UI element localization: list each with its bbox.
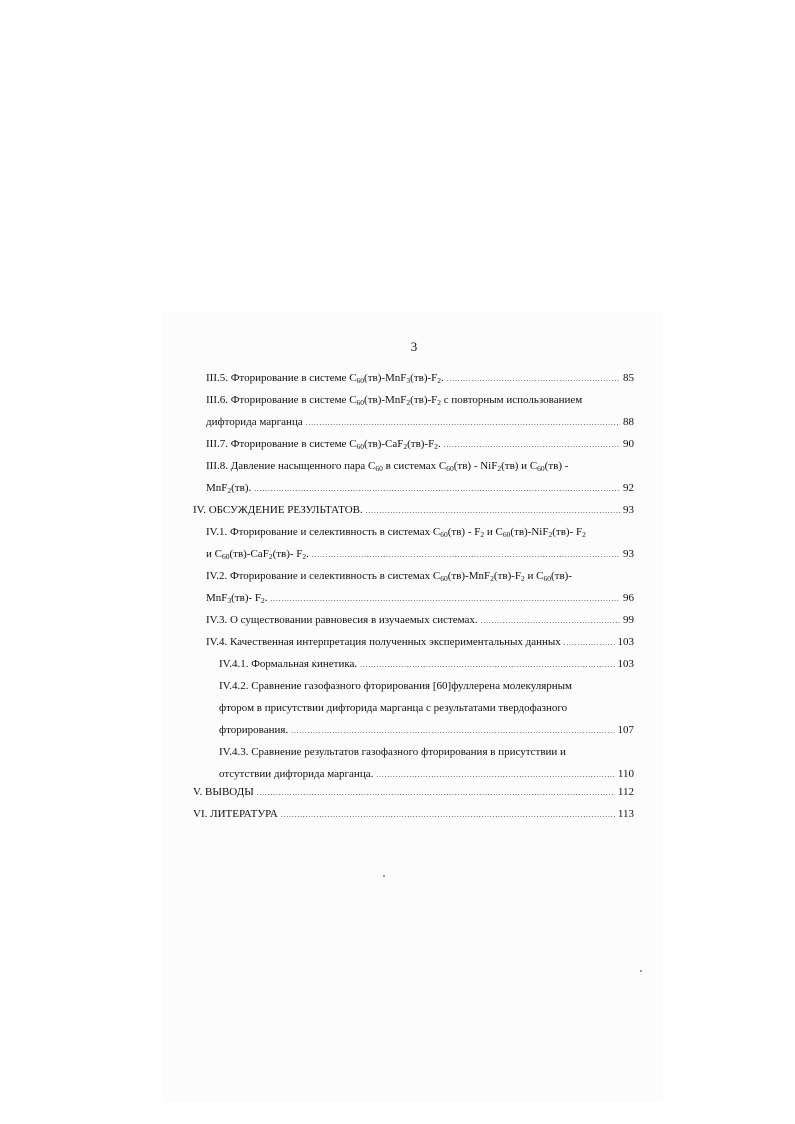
leader-dots (366, 503, 620, 519)
leader-dots (447, 371, 620, 387)
toc-page-number: 107 (617, 724, 634, 736)
leader-dots (481, 613, 620, 629)
toc-page-number: 113 (617, 808, 634, 820)
toc-page-number: 99 (623, 614, 634, 626)
toc-page-number: 90 (623, 438, 634, 450)
toc-page-number: 112 (617, 786, 634, 798)
toc-entry-v[interactable]: V. ВЫВОДЫ ..... 112 (193, 784, 634, 800)
toc-page-number: 85 (623, 372, 634, 384)
toc-page-number: 92 (623, 482, 634, 494)
toc-entry-iv-1-cont[interactable]: и $C_{60}(тв)-CaF_2(тв)-$ $F_2$. ..... 93 (206, 546, 634, 562)
leader-dots (257, 785, 615, 801)
toc-entry-iv[interactable]: IV. ОБСУЖДЕНИЕ РЕЗУЛЬТАТОВ. ..... 93 (193, 502, 634, 518)
toc-page-number: 93 (623, 548, 634, 560)
toc-entry-iv-4[interactable]: IV.4. Качественная интерпретация полученных экспериментальных данных ..... 103 (206, 634, 634, 650)
leader-dots (254, 481, 620, 497)
toc-entry-iii-5[interactable]: III.5. Фторирование в системе $C_{60}(тв)-MnF_3(тв)-F_2$. ..... 85 (206, 370, 634, 386)
toc-page-number: 88 (623, 416, 634, 428)
toc-entry-iv-4-2-end[interactable]: фторирования. ..... 107 (219, 722, 634, 738)
leader-dots (564, 635, 615, 651)
toc-entry-iv-2[interactable]: IV.2. Фторирование и селективность в системах $C_{60}(тв)-MnF_2(тв)-F_2$ и $C_{60}(тв)-$ (206, 570, 572, 583)
toc-entry-iv-2-cont[interactable]: MnF$_3$(тв)- $F_2$. ..... 96 (206, 590, 634, 606)
toc-entry-iii-6-cont[interactable]: дифторида марганца ..... 88 (206, 414, 634, 430)
toc-entry-iv-4-1[interactable]: IV.4.1. Формальная кинетика. ..... 103 (219, 656, 634, 672)
scan-speck (383, 875, 385, 877)
toc-entry-iv-1[interactable]: IV.1. Фторирование и селективность в системах $C_{60}(тв) - F_2$ и $C_{60}(тв)-NiF_2(тв)-$ $F_2$ (206, 526, 586, 539)
page-number: 3 (410, 339, 418, 354)
toc-page-number: 110 (617, 768, 634, 780)
toc-entry-iii-7[interactable]: III.7. Фторирование в системе $C_{60}(тв)-CaF_2(тв)-F_2$. ..... 90 (206, 436, 634, 452)
leader-dots (271, 591, 620, 607)
toc-page-number: 93 (623, 504, 634, 516)
toc-entry-iv-4-3[interactable]: IV.4.3. Сравнение результатов газофазного фторирования в присутствии и (219, 746, 566, 758)
leader-dots (291, 723, 614, 739)
toc-page-number: 103 (617, 658, 634, 670)
toc-page-number: 103 (617, 636, 634, 648)
toc-entry-iv-3[interactable]: IV.3. О существовании равновесия в изучаемых системах. ..... 99 (206, 612, 634, 628)
leader-dots (281, 807, 615, 823)
toc-entry-vi[interactable]: VI. ЛИТЕРАТУРА ..... 113 (193, 806, 634, 822)
toc-entry-iv-4-2[interactable]: IV.4.2. Сравнение газофазного фторирования [60]фуллерена молекулярным (219, 680, 573, 692)
toc-entry-iii-8[interactable]: III.8. Давление насыщенного пара $C_{60}$ в системах $C_{60}(тв) - NiF_2(тв)$ и $C_{60}(тв)$ - (206, 460, 569, 473)
leader-dots (306, 415, 620, 431)
toc-entry-iv-4-2-cont[interactable]: фтором в присутствии дифторида марганца с результатами твердофазного (219, 702, 568, 714)
toc-entry-iii-6[interactable]: III.6. Фторирование в системе $C_{60}(тв)-MnF_2(тв)-F_2$ с повторным использованием (206, 394, 583, 407)
leader-dots (360, 657, 614, 673)
toc-page-number: 96 (623, 592, 634, 604)
leader-dots (376, 767, 615, 783)
toc-entry-iv-4-3-cont[interactable]: отсутствии дифторида марганца. ..... 110 (219, 766, 634, 782)
leader-dots (444, 437, 620, 453)
scan-speck (640, 970, 642, 972)
leader-dots (312, 547, 620, 563)
toc-entry-iii-8-cont[interactable]: MnF$_2$(тв). ..... 92 (206, 480, 634, 496)
